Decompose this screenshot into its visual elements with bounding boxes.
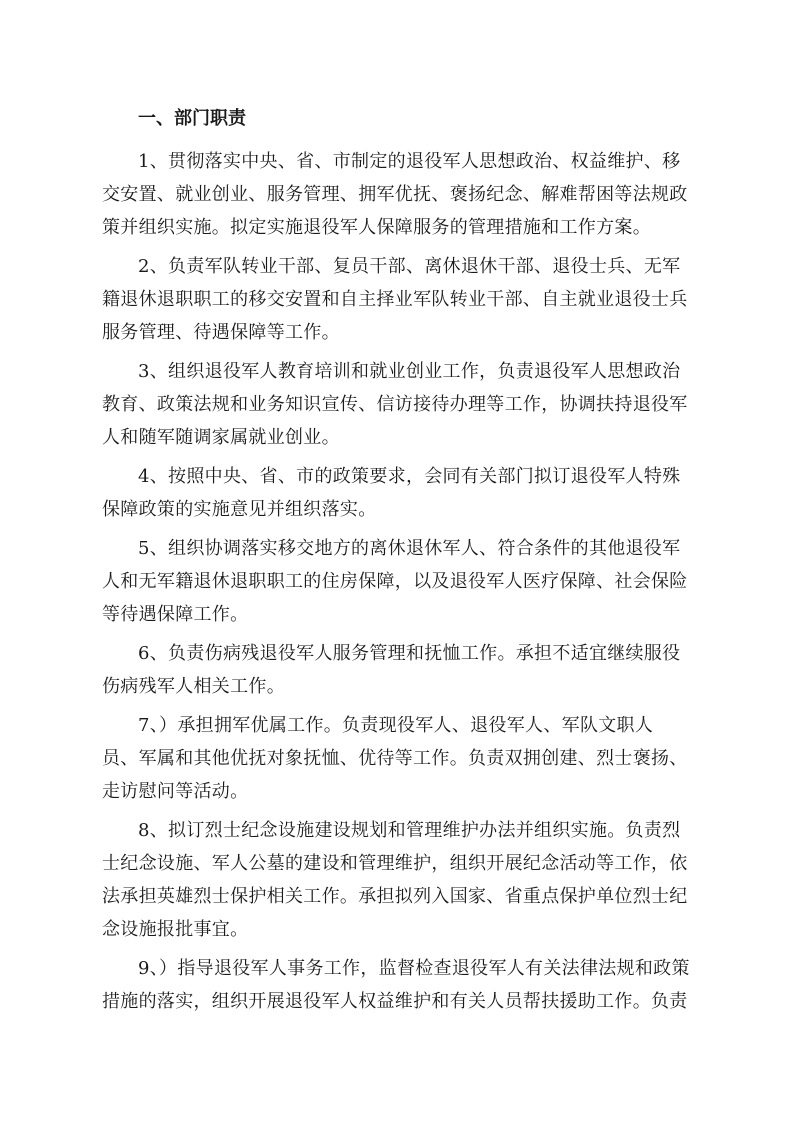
paragraph-line: 保障政策的实施意见并组织落实。 [102,499,377,520]
paragraph-item [102,709,694,808]
paragraph-item [102,250,694,349]
paragraph-line: 3、组织退役军人教育培训和就业创业工作，负责退役军人思想政治 [138,361,681,382]
paragraph-item [102,532,694,631]
paragraph-line: 念设施报批事宜。 [102,919,249,940]
paragraph-line: 士纪念设施、军人公墓的建设和管理维护，组织开展纪念活动等工作，依 [102,853,688,874]
document-body [102,103,694,1024]
paragraph-line: 2、负责军队转业干部、复员干部、离休退休干部、退役士兵、无军 [138,256,681,277]
paragraph-line: 法承担英雄烈士保护相关工作。承担拟列入国家、省重点保护单位烈士纪 [102,886,688,907]
section-heading: 一、部门职责 [138,108,246,129]
paragraph-item [102,814,694,946]
paragraph-line: 人和随军随调家属就业创业。 [102,427,340,448]
paragraph-item [102,355,694,454]
paragraph-item [102,952,694,1018]
paragraph-list [102,145,694,1018]
paragraph-item [102,145,694,244]
paragraph-item [102,460,694,526]
paragraph-line: 交安置、就业创业、服务管理、拥军优抚、褒扬纪念、解难帮困等法规政 [102,184,688,205]
paragraph-line: 8、拟订烈士纪念设施建设规划和管理维护办法并组织实施。负责烈 [138,820,681,841]
paragraph-line: 5、组织协调落实移交地方的离休退休军人、符合条件的其他退役军 [138,538,681,559]
paragraph-line: 走访慰问等活动。 [102,781,249,802]
paragraph-line: 等待遇保障工作。 [102,604,249,625]
paragraph-line: 教育、政策法规和业务知识宣传、信访接待办理等工作，协调扶持退役军 [102,394,688,415]
paragraph-line: 伤病残军人相关工作。 [102,676,285,697]
paragraph-item [102,637,694,703]
paragraph-line: 员、军属和其他优抚对象抚恤、优待等工作。负责双拥创建、烈士褒扬、 [102,748,688,769]
paragraph-line: 1、贯彻落实中央、省、市制定的退役军人思想政治、权益维护、移 [138,151,681,172]
paragraph-line: 4、按照中央、省、市的政策要求，会同有关部门拟订退役军人特殊 [138,466,681,487]
paragraph-line: 措施的落实，组织开展退役军人权益维护和有关人员帮扶援助工作。负责 [102,991,688,1012]
paragraph-line: 策并组织实施。拟定实施退役军人保障服务的管理措施和工作方案。 [102,217,651,238]
paragraph-line: 7、）承担拥军优属工作。负责现役军人、退役军人、军队文职人 [138,715,654,736]
paragraph-line: 6、负责伤病残退役军人服务管理和抚恤工作。承担不适宜继续服役 [138,643,681,664]
paragraph-line: 人和无军籍退休退职职工的住房保障，以及退役军人医疗保障、社会保险 [102,571,688,592]
paragraph-line: 籍退休退职职工的移交安置和自主择业军队转业干部、自主就业退役士兵 [102,289,688,310]
paragraph-line: 9、）指导退役军人事务工作，监督检查退役军人有关法律法规和政策 [138,958,690,979]
paragraph-line: 服务管理、待遇保障等工作。 [102,322,340,343]
